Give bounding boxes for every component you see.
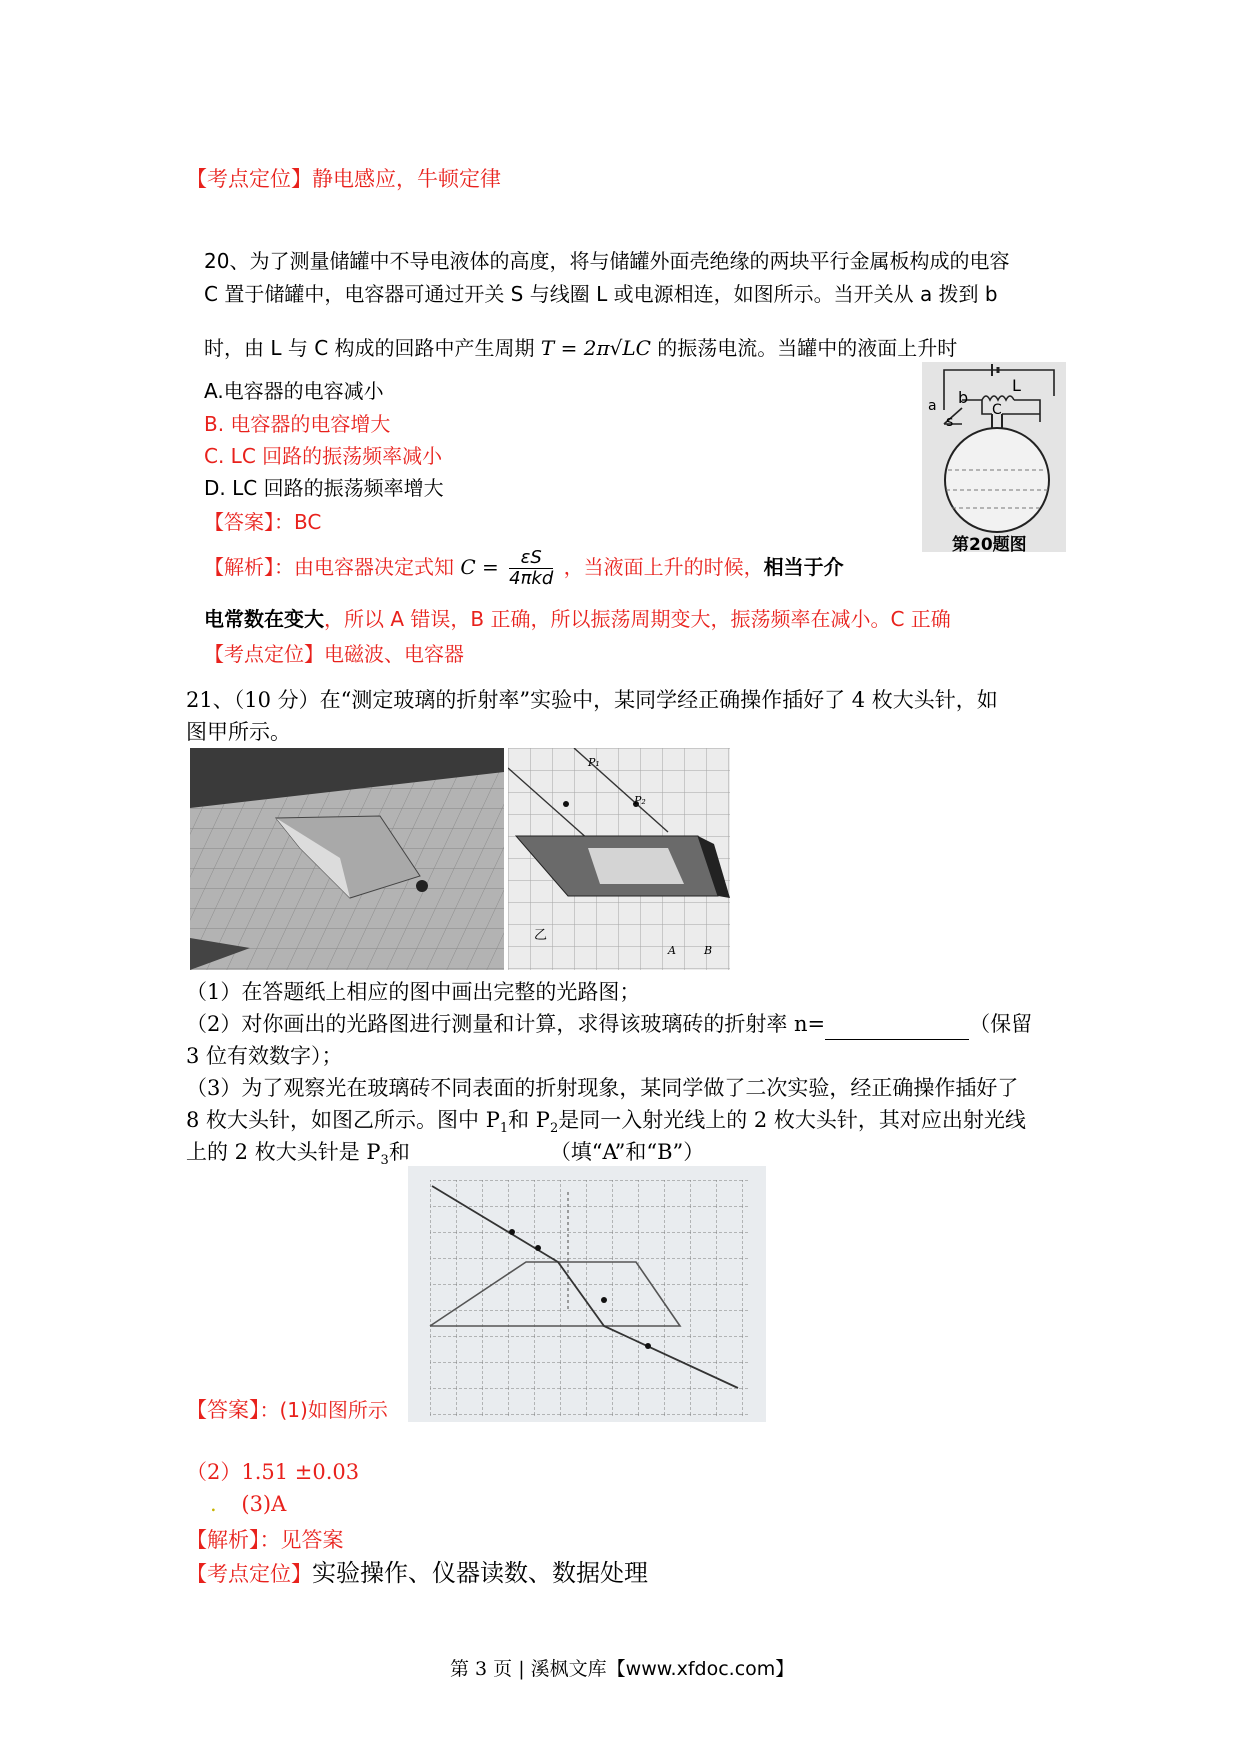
stem-text: 的振荡电流。当罐中的液面上升时 bbox=[657, 336, 958, 360]
pin-b-label: B bbox=[704, 944, 713, 957]
analysis-bold: 相当于介 bbox=[763, 555, 844, 579]
q20-analysis bbox=[204, 548, 844, 589]
sub2-text: （保留 bbox=[969, 1012, 1033, 1036]
q20-stem-line2: C 置于储罐中，电容器可通过开关 S 与线圈 L 或电源相连，如图所示。当开关从 a 拨到 b bbox=[204, 282, 998, 306]
q20-stem-line1: 20、为了测量储罐中不导电液体的高度，将与储罐外面壳绝缘的两块平行金属板构成的电容 bbox=[204, 249, 1010, 273]
q21-answer bbox=[186, 1394, 388, 1426]
q20-option-a: A.电容器的电容减小 bbox=[204, 379, 384, 403]
kaodian-text: 静电感应，牛顿定律 bbox=[312, 167, 501, 191]
kaodian-label: 【考点定位】 bbox=[186, 167, 312, 191]
sub3-text: 上的 2 枚大头针是 P bbox=[186, 1140, 381, 1164]
analysis-text: ：见答案 bbox=[259, 1528, 344, 1552]
answer-label: 【答案】 bbox=[186, 1398, 260, 1422]
q20-circuit-figure bbox=[922, 362, 1066, 555]
answer-text: ：(1)如图所示 bbox=[259, 1398, 388, 1422]
circuit-diagram bbox=[922, 362, 1066, 552]
analysis-text: ：由电容器决定式知 bbox=[274, 555, 454, 579]
subscript: 3 bbox=[380, 1153, 389, 1169]
label-s: s bbox=[946, 414, 954, 430]
light-path-diagram bbox=[408, 1166, 766, 1422]
sub3-text: 是同一入射光线上的 2 枚大头针，其对应出射光线 bbox=[558, 1108, 1026, 1132]
analysis-bold: 电常数在变大 bbox=[204, 607, 324, 631]
q21-stem-line2: 图甲所示。 bbox=[186, 720, 291, 744]
label-a: a bbox=[928, 398, 937, 414]
subscript: 1 bbox=[499, 1121, 509, 1137]
q20-analysis-cont bbox=[204, 603, 951, 635]
page-footer bbox=[450, 1654, 794, 1681]
q19-kaodian bbox=[186, 163, 501, 195]
footer-site: 溪枫文库【www.xfdoc.com】 bbox=[530, 1658, 795, 1680]
kaodian-text: 电磁波、电容器 bbox=[324, 642, 464, 666]
pin-p1-label: P₁ bbox=[588, 756, 600, 769]
q20-option-b: B. 电容器的电容增大 bbox=[204, 412, 391, 436]
stem-text: 时，由 L 与 C 构成的回路中产生周期 bbox=[204, 336, 535, 360]
answer-text: ：BC bbox=[274, 510, 322, 534]
answer3-dot: . bbox=[210, 1492, 217, 1516]
formula-c-num: εS bbox=[509, 548, 553, 569]
analysis-text: ，当液面上升的时候， bbox=[563, 555, 764, 579]
q20-option-d: D. LC 回路的振荡频率增大 bbox=[204, 476, 444, 500]
analysis-label: 【解析】 bbox=[186, 1528, 260, 1552]
sub2-text: （2）对你画出的光路图进行测量和计算，求得该玻璃砖的折射率 n= bbox=[186, 1012, 826, 1036]
sub3-text: 和 bbox=[388, 1140, 410, 1164]
q20-answer bbox=[204, 506, 321, 538]
formula-c-den: 4πkd bbox=[509, 568, 554, 589]
fig-yi-label: 乙 bbox=[534, 928, 548, 943]
formula-c-lhs: C = bbox=[460, 555, 499, 579]
pin-a-label: A bbox=[668, 944, 676, 957]
kaodian-label: 【考点定位】 bbox=[186, 1562, 312, 1586]
analysis-text: ，所以 A 错误，B 正确，所以振荡周期变大，振荡频率在减小。C 正确 bbox=[324, 607, 951, 631]
footer-separator: | bbox=[518, 1658, 525, 1680]
q21-answer-3 bbox=[210, 1488, 286, 1520]
formula-c-fraction bbox=[509, 548, 553, 589]
glass-block-photo bbox=[190, 748, 504, 970]
analysis-label: 【解析】 bbox=[204, 555, 274, 579]
q21-sub2 bbox=[186, 1008, 1032, 1040]
label-C: C bbox=[992, 402, 1002, 418]
q21-analysis bbox=[186, 1524, 344, 1556]
answer-light-path-figure bbox=[408, 1166, 766, 1422]
sub3-text: 8 枚大头针，如图乙所示。图中 P bbox=[186, 1108, 500, 1132]
sub3-text: （填“A”和“B”） bbox=[549, 1140, 705, 1164]
q20-kaodian bbox=[204, 638, 464, 670]
photo-glass-block-jia bbox=[190, 748, 504, 970]
answer-label: 【答案】 bbox=[204, 510, 274, 534]
q21-answer-2: （2）1.51 ±0.03 bbox=[186, 1460, 360, 1484]
page-number: 第 3 页 bbox=[450, 1658, 513, 1680]
pin-p2-label: P₂ bbox=[634, 794, 646, 807]
kaodian-text: 实验操作、仪器读数、数据处理 bbox=[312, 1559, 648, 1587]
period-formula: T = 2π√LC bbox=[540, 336, 651, 360]
q21-sub3-line1: （3）为了观察光在玻璃砖不同表面的折射现象，某同学做了二次实验，经正确操作插好了 bbox=[186, 1076, 1019, 1100]
kaodian-label: 【考点定位】 bbox=[204, 642, 324, 666]
subscript: 2 bbox=[549, 1121, 559, 1137]
figure-caption: 第20题图 bbox=[952, 535, 1027, 555]
q20-option-c: C. LC 回路的振荡频率减小 bbox=[204, 444, 443, 468]
q21-sub2-cont: 3 位有效数字）； bbox=[186, 1044, 343, 1068]
q21-sub1: （1）在答题纸上相应的图中画出完整的光路图； bbox=[186, 980, 641, 1004]
sub3-text: 和 P bbox=[508, 1108, 550, 1132]
q21-stem-line1: 21、（10 分）在“测定玻璃的折射率”实验中，某同学经正确操作插好了 4 枚大头针，如 bbox=[186, 688, 998, 712]
answer3-text: (3)A bbox=[241, 1492, 287, 1516]
q20-stem-line3 bbox=[204, 332, 957, 364]
q21-kaodian bbox=[186, 1556, 648, 1591]
photo-grid-yi bbox=[508, 748, 730, 970]
label-b: b bbox=[958, 388, 969, 407]
answer-blank-n[interactable] bbox=[825, 1017, 969, 1040]
label-L: L bbox=[1012, 376, 1021, 395]
